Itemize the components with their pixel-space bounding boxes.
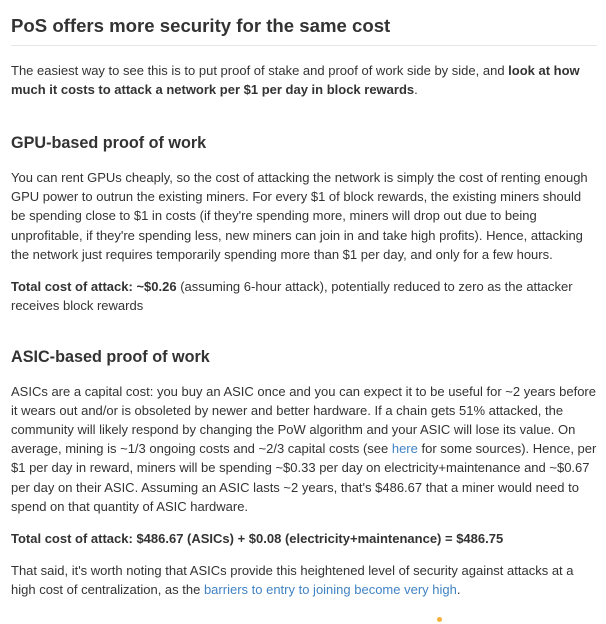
- gpu-cost-bold: Total cost of attack: ~$0.26: [11, 278, 177, 294]
- gpu-cost-rest: (assuming 6-hour attack), potentially reduced to zero as the attacker receives block rewards: [11, 278, 573, 314]
- intro-paragraph: [11, 61, 597, 99]
- gpu-paragraph: You can rent GPUs cheaply, so the cost of attacking the network is simply the cost of renting enough GPU power to outrun the existing miners. For every $1 of block rewards, the existing miners should be spending close to $1 in costs (if they're spending more, miners will drop out due to being unprofitable, if they're spending less, new miners can join in and take high profits). Hence, attacking the network just requires temporarily spending more than $1 per day, and only for a few hours.: [11, 169, 588, 262]
- final-text-before-link: That said, it's worth noting that ASICs provide this heightened level of security against attacks at a high cost of centralization, as the: [11, 563, 574, 598]
- asic-cost-paragraph: [11, 529, 597, 548]
- intro-end: .: [414, 82, 418, 98]
- article: [11, 0, 597, 600]
- asic-sources-link[interactable]: here: [391, 441, 418, 457]
- asic-heading: ASIC-based proof of work: [11, 348, 210, 367]
- gpu-cost-paragraph: [11, 277, 597, 315]
- decorative-dot: [437, 617, 442, 622]
- intro-text: The easiest way to see this is to put proof of stake and proof of work side by side, and: [11, 63, 509, 79]
- gpu-heading: GPU-based proof of work: [11, 133, 207, 152]
- page-title: PoS offers more security for the same cost: [11, 0, 597, 46]
- asic-text-after-link: for some sources). Hence, per $1 per day in reward, miners will be spending ~$0.33 per day on electricity+maintenance and ~$0.67 per day on their ASIC. Assuming an ASIC lasts ~2 years, that's $486.67 that a miner would need to spend on that quantity of ASIC hardware.: [11, 441, 597, 514]
- asic-text-before-link: ASICs are a capital cost: you buy an ASIC once and you can expect it to be useful for ~2 years before it wears out and/or is obsoleted by newer and better hardware. If a chain gets 51% attacked, the community will likely respond by changing the PoW algorithm and your ASIC will lose its value. On average, mining is ~1/3 ongoing costs and ~2/3 capital costs (see: [11, 383, 596, 457]
- asic-cost-bold: Total cost of attack: $486.67 (ASICs) + $0.08 (electricity+maintenance) = $486.75: [11, 530, 504, 546]
- asic-paragraph: [11, 382, 597, 516]
- final-paragraph: [11, 561, 597, 599]
- barriers-to-entry-link[interactable]: barriers to entry to joining become very high: [203, 582, 457, 598]
- final-text-after-link: .: [456, 582, 461, 598]
- intro-bold: look at how much it costs to attack a network per $1 per day in block rewards: [11, 63, 580, 98]
